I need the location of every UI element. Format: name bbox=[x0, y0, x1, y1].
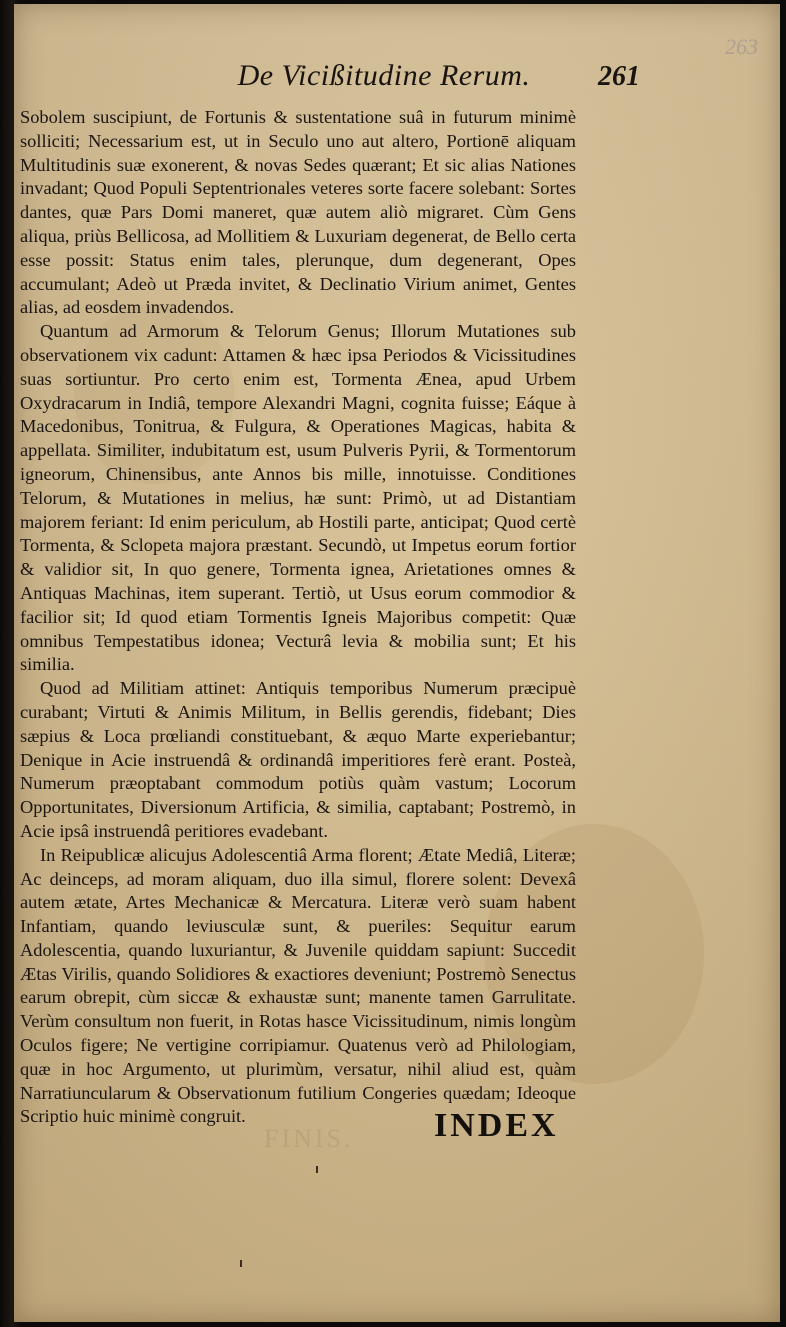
page-number: 261 bbox=[598, 61, 640, 92]
paragraph: Quod ad Militiam attinet: Antiquis temporibus Numerum præcipuè curabant; Virtuti & Animis Militum, in Bellis gerendis, fidebant; Dies sæpius & Loca prœliandi constituebant, & æquo Marte experiebantur; Denique in Acie instruendâ & ordinandâ imperitiores ferè erant. Posteà, Numerum præoptabant commodum potiùs quàm vastum; Locorum Opportunitates, Diversionum Artificia, & similia, captabant; Postremò, in Acie ipsâ instruendâ peritiores evadebant. bbox=[20, 678, 576, 841]
book-page bbox=[14, 4, 780, 1322]
paragraph: Quantum ad Armorum & Telorum Genus; Illorum Mutationes sub observationem vix cadunt: Attamen & hæc ipsa Periodos & Vicissitudines suas sortiuntur. Pro certo enim est, Tormenta Ænea, apud Urbem Oxydracarum in Indiâ, tempore Alexandri Magni, cognita fuisse; Eáque à Macedonibus, Tonitrua, & Fulgura, & Operationes Magicas, habita & appellata. Similiter, indubitatum est, usum Pulveris Pyrii, & Tormentorum igneorum, Chinensibus, ante Annos bis mille, innotuisse. Conditiones Telorum, & Mutationes in melius, hæ sunt: Primò, ut ad Distantiam majorem feriant: Id enim periculum, ab Hostili parte, anticipat; Quod certè Tormenta, & Sclopeta majora præstant. Secundò, ut Impetus eorum fortior & validior sit, In quo genere, Tormenta ignea, Arietationes omnes & Antiquas Machinas, item superant. Tertiò, ut Usus eorum commodior & facilior sit; Id quod etiam Tormentis Igneis Majoribus competit: Quæ omnibus Tempestatibus idonea; Vecturâ levia & mobilia sunt; Et his similia. bbox=[20, 321, 576, 675]
show-through-text: FINIS. bbox=[264, 1124, 354, 1153]
ink-speck bbox=[240, 1260, 242, 1267]
faint-page-number: 263 bbox=[725, 34, 758, 59]
paragraph: Sobolem suscipiunt, de Fortunis & sustentatione suâ in futurum minimè solliciti; Necessarium est, ut in Seculo uno aut altero, Portionē aliquam Multitudinis suæ exonerent, & novas Sedes quærant; Et sic alias Nationes invadant; Quod Populi Septentrionales veteres sorte facere solebant: Sortes dantes, quæ Pars Domi maneret, quæ autem aliò migraret. Cùm Gens aliqua, priùs Bellicosa, ad Mollitiem & Luxuriam degenerat, de Bello certa esse possit: Status enim tales, plerunque, dum degenerant, Opes accumulant; Adeò ut Præda invitet, & Declinatio Virium animet, Gentes alias, ad eosdem invadendos. bbox=[20, 107, 576, 318]
body-text bbox=[20, 106, 576, 1129]
ink-speck bbox=[316, 1166, 318, 1173]
catchword: INDEX bbox=[434, 1107, 559, 1144]
page-header bbox=[14, 59, 780, 103]
paragraph: In Reipublicæ alicujus Adolescentiâ Arma florent; Ætate Mediâ, Literæ; Ac deinceps, ad moram aliquam, duo illa simul, florere solent: Devexâ autem ætate, Artes Mechanicæ & Mercatura. Literæ verò suam habent Infantiam, quando leviusculæ sunt, & pueriles: Sequitur earum Adolescentia, quando luxuriantur, & Juvenile quiddam sapiunt: Succedit Ætas Virilis, quando Solidiores & exactiores deveniunt; Postremò Senectus earum obrepit, cùm siccæ & exhaustæ sunt; manente tamen Garrulitate. Verùm consultum non fuerit, in Rotas hasce Vicissitudinum, nimis longùm Oculos figere; Ne vertigine corripiamur. Quatenus verò ad Philologiam, quæ in hoc Argumento, ut plurimùm, versatur, nihil aliud est, quàm Narratiuncularum & Observationum futilium Congeries quædam; Ideoque Scriptio huic minimè congruit. bbox=[20, 844, 576, 1127]
running-title: De Vicißitudine Rerum. bbox=[237, 59, 531, 92]
